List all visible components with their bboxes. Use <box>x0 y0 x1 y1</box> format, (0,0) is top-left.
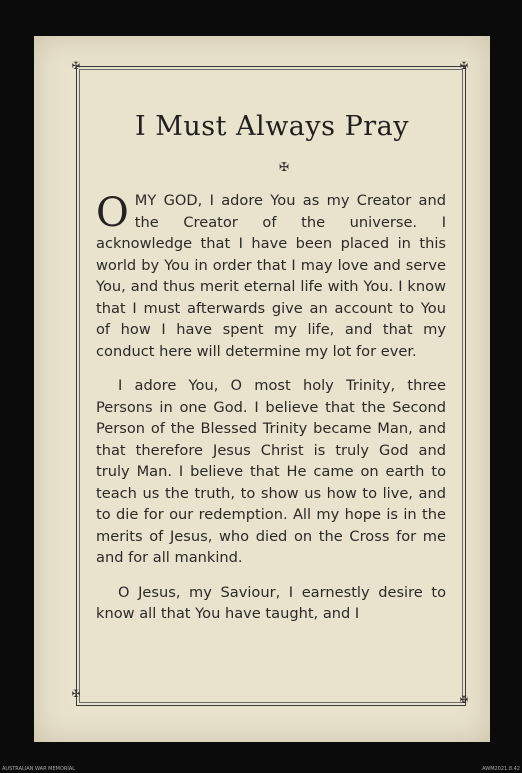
drop-cap: O <box>96 190 129 236</box>
corner-ornament-bottom-left: ✠ <box>71 689 81 700</box>
prayer-card <box>34 36 490 742</box>
corner-ornament-bottom-right: ✠ <box>459 695 469 706</box>
page-title: I Must Always Pray <box>134 111 410 142</box>
corner-ornament-top-right: ✠ <box>459 61 469 72</box>
paragraph-1-text: MY GOD, I adore You as my Creator and the Creator of the universe. I acknowledge that I have been placed in this world by You in order that I may love and serve You, and thus merit eternal life with You. I know that I must afterwards give an account to You of how I have spent my life, and that my conduct here will determine my lot for ever. <box>96 192 446 360</box>
paragraph-3: O Jesus, my Saviour, I earnestly desire to know all that You have taught, and I <box>96 583 446 622</box>
paragraph-2: I adore You, O most holy Trinity, three Persons in one God. I believe that the Second Person of the Blessed Trinity became Man, and that therefore Jesus Christ is truly God and truly Man. I believe that He came on earth to teach us the truth, to show us how to live, and to die for our redemption. All my hope is in the merits of Jesus, who died on the Cross for me and for all mankind. <box>96 377 446 566</box>
paragraph-1 <box>96 190 446 362</box>
footer-catalog-number: AWM2021.8.42 <box>482 766 520 772</box>
prayer-text <box>96 190 446 638</box>
footer-credit: AUSTRALIAN WAR MEMORIAL <box>2 766 76 772</box>
cross-ornament: ✠ <box>278 160 290 174</box>
corner-ornament-top-left: ✠ <box>71 61 81 72</box>
